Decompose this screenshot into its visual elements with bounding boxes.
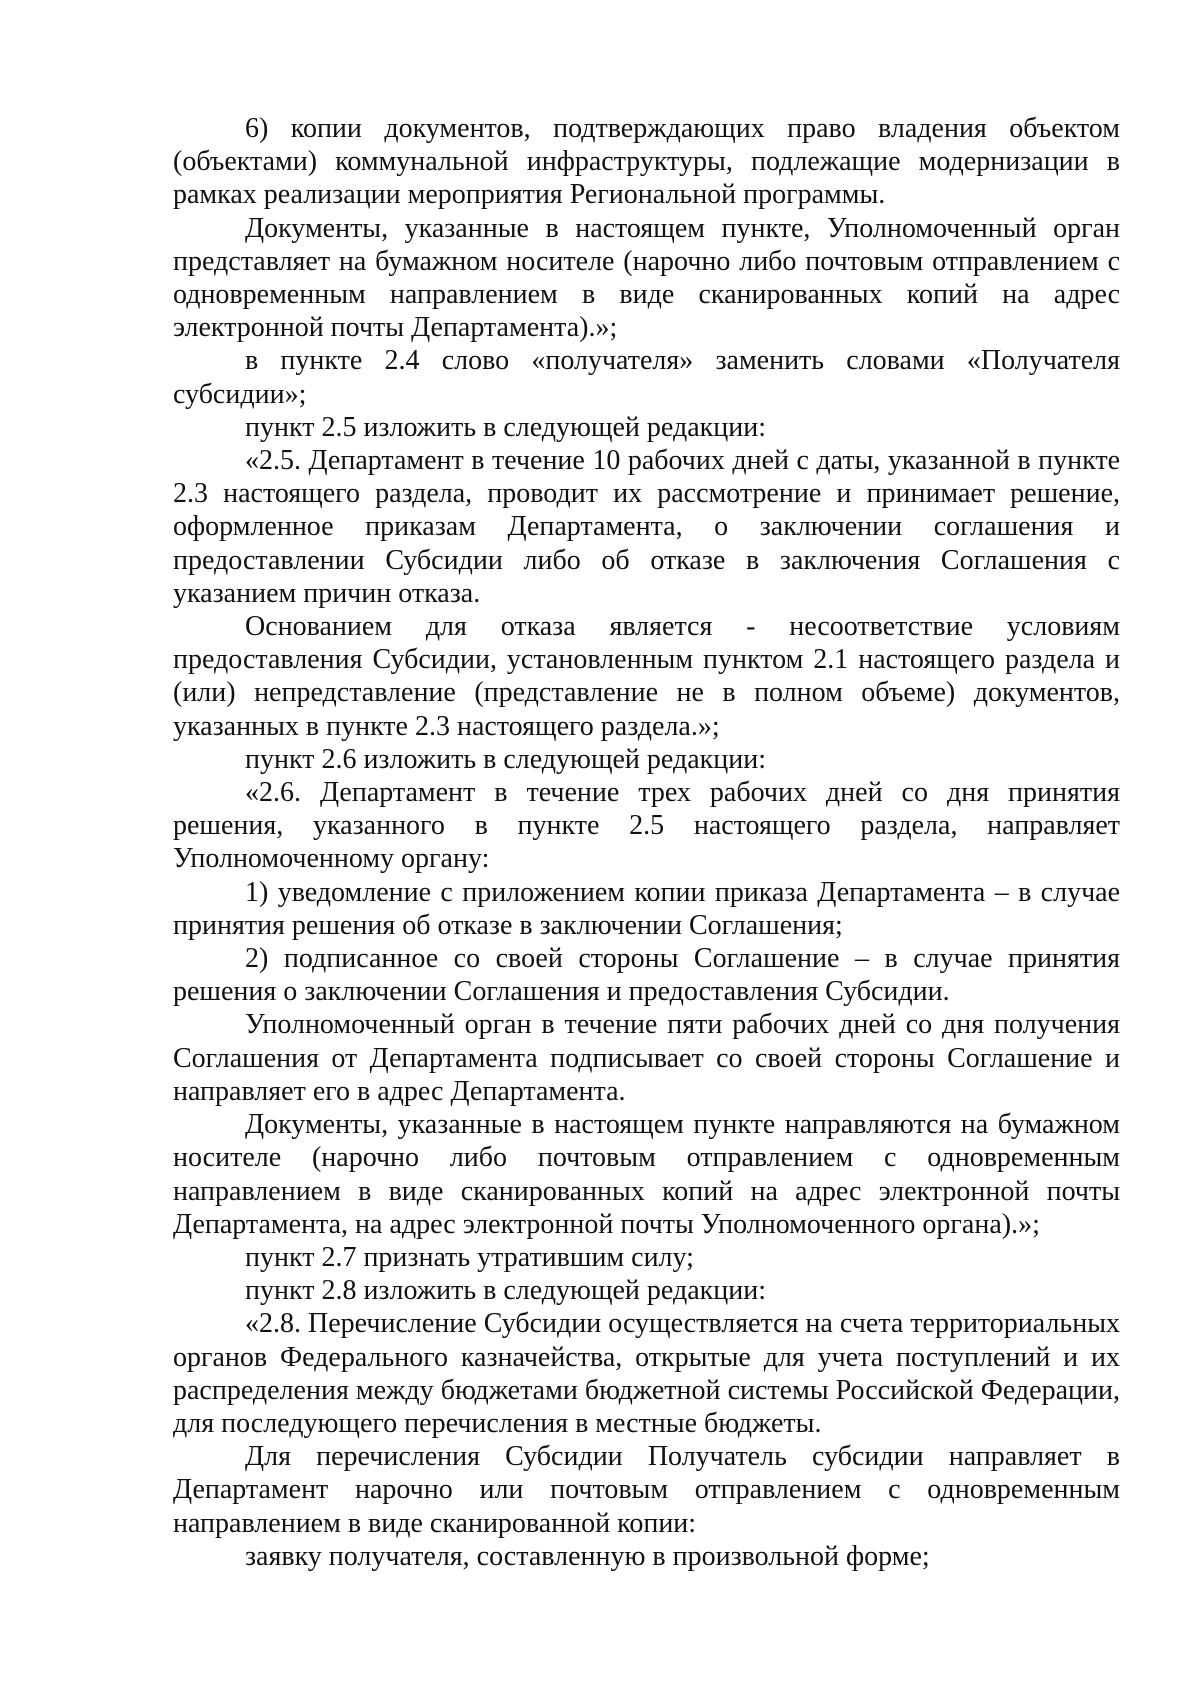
paragraph-2-5-text: «2.5. Департамент в течение 10 рабочих дней с даты, указанной в пункте 2.3 настоящего раздела, проводит их рассмотрение и принимает решение, оформленное приказам Департамента, о заключении соглашения и предоставлении Субсидии либо об отказе в заключения Соглашения с указанием причин отказа. — [173, 445, 1120, 609]
paragraph-recipient-application: заявку получателя, составленную в произвольной форме; — [245, 1540, 930, 1572]
paragraph-documents-submission: Документы, указанные в настоящем пункте, Уполномоченный орган представляет на бумажном носителе (нарочно либо почтовым отправлением с одновременным направлением в виде сканированных копий на адрес электронной почты Департамента).»; — [173, 212, 1120, 344]
paragraph-authorized-body-signing: Уполномоченный орган в течение пяти рабочих дней со дня получения Соглашения от Департамента подписывает со своей стороны Соглашение и направляет его в адрес Департамента. — [173, 1009, 1120, 1107]
paragraph-refusal-grounds: Основанием для отказа является - несоответствие условиям предоставления Субсидии, установленным пунктом 2.1 настоящего раздела и (или) непредставление (представление не в полном объеме) документов, указанных в пункте 2.3 настоящего раздела.»; — [173, 611, 1120, 742]
paragraph-transfer-request: Для перечисления Субсидии Получатель субсидии направляет в Департамент нарочно или почтовым отправлением с одновременным направлением в виде сканированной копии: — [173, 1441, 1120, 1539]
paragraph-2-7-void: пункт 2.7 признать утратившим силу; — [245, 1241, 694, 1273]
paragraph-2-8-intro: пункт 2.8 изложить в следующей редакции: — [245, 1275, 766, 1307]
paragraph-item-6: 6) копии документов, подтверждающих право владения объектом (объектами) коммунальной инфраструктуры, подлежащие модернизации в рамках реализации мероприятия Региональной программы. — [173, 113, 1120, 211]
paragraph-2-6-item-1: 1) уведомление с приложением копии приказа Департамента – в случае принятия решения об отказе в заключении Соглашения; — [173, 876, 1120, 941]
paragraph-2-5-intro: пункт 2.5 изложить в следующей редакции: — [245, 411, 766, 443]
paragraph-2-8-text: «2.8. Перечисление Субсидии осуществляется на счета территориальных органов Федерального казначейства, открытые для учета поступлений и их распределения между бюджетами бюджетной системы Российской Федерации, для последующего перечисления в местные бюджеты. — [173, 1308, 1120, 1439]
paragraph-2-6-intro: пункт 2.6 изложить в следующей редакции: — [245, 743, 766, 775]
document-body — [173, 112, 1120, 1573]
paragraph-amend-2-4: в пункте 2.4 слово «получателя» заменить словами «Получателя субсидии»; — [173, 345, 1120, 410]
paragraph-documents-sent: Документы, указанные в настоящем пункте направляются на бумажном носителе (нарочно либо почтовым отправлением с одновременным направлением в виде сканированных копий на адрес электронной почты Департамента, на адрес электронной почты Уполномоченного органа).»; — [173, 1109, 1120, 1240]
paragraph-2-6-item-2: 2) подписанное со своей стороны Соглашение – в случае принятия решения о заключении Соглашения и предоставления Субсидии. — [173, 943, 1120, 1008]
paragraph-2-6-text: «2.6. Департамент в течение трех рабочих дней со дня принятия решения, указанного в пункте 2.5 настоящего раздела, направляет Уполномоченному органу: — [173, 777, 1120, 875]
